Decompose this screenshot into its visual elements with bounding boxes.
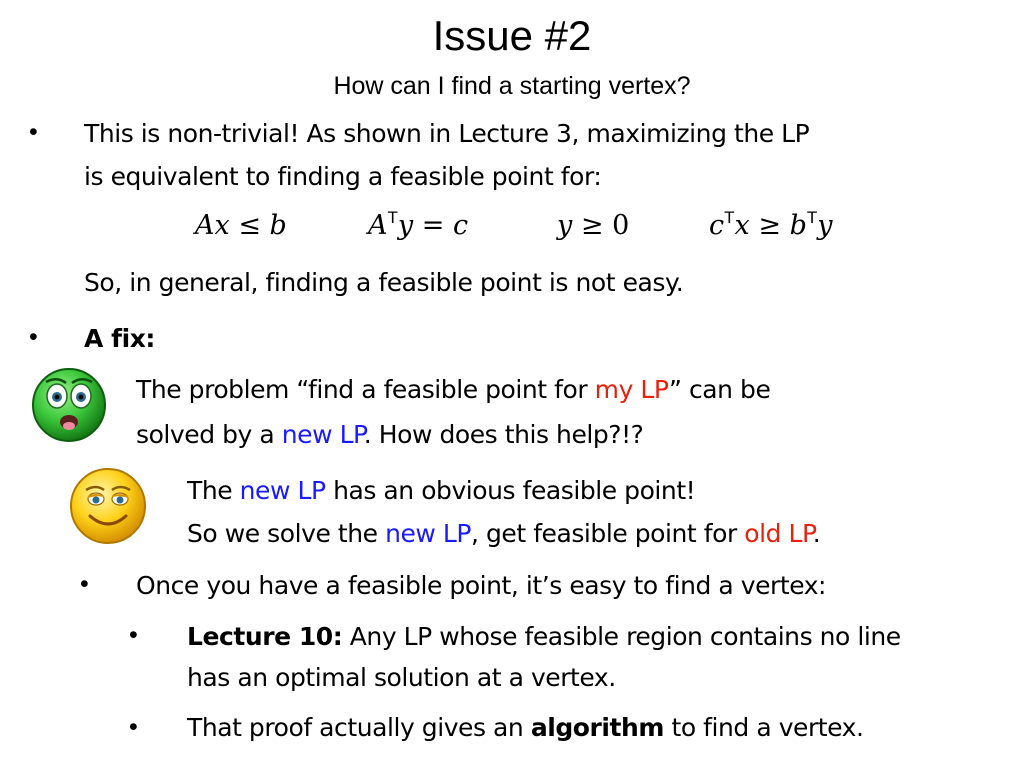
bullet-2-glyph: • [29,323,38,351]
slide-title: Issue #2 [432,12,592,59]
sub-bullet-2-glyph: • [129,621,138,649]
feasibility-remark: So, in general, finding a feasible point is not easy. [84,268,684,297]
equation-y-ge-0: y ≥ 0 [557,210,630,241]
slide-subtitle: How can I find a starting vertex? [333,72,691,100]
bullet-1-line-1: This is non-trivial! As shown in Lecture 3, maximizing the LP [84,119,810,148]
algorithm-line: That proof actually gives an algorithm to find a vertex. [187,713,864,742]
sick-face-line-1: The problem “find a feasible point for my LP” can be [136,375,771,404]
bullet-1-line-2: is equivalent to finding a feasible point for: [84,162,602,191]
smiley-face-icon [68,466,148,546]
equation-at-y-eq-c: $A^Ty = c$ [368,208,469,241]
smiley-face-line-1: The new LP has an obvious feasible point! [187,476,696,505]
bullet-1-glyph: • [29,118,38,146]
lecture-10-line-2: has an optimal solution at a vertex. [187,663,616,692]
sick-face-icon [30,366,108,444]
sub-bullet-1-text: Once you have a feasible point, it’s easy to find a vertex: [136,571,827,600]
lecture-10-line-1: Lecture 10: Any LP whose feasible region contains no line [187,622,901,651]
fix-label: A fix: [84,324,155,353]
sub-bullet-3-glyph: • [129,713,138,741]
sub-bullet-1-glyph: • [80,570,89,598]
equation-ax-le-b: Ax ≤ b [195,210,287,241]
equation-ctx-ge-bty: $c^Tx \ge b^Ty$ [709,208,833,241]
smiley-face-line-2: So we solve the new LP, get feasible point for old LP. [187,519,821,548]
sick-face-line-2: solved by a new LP. How does this help?!? [136,420,644,449]
